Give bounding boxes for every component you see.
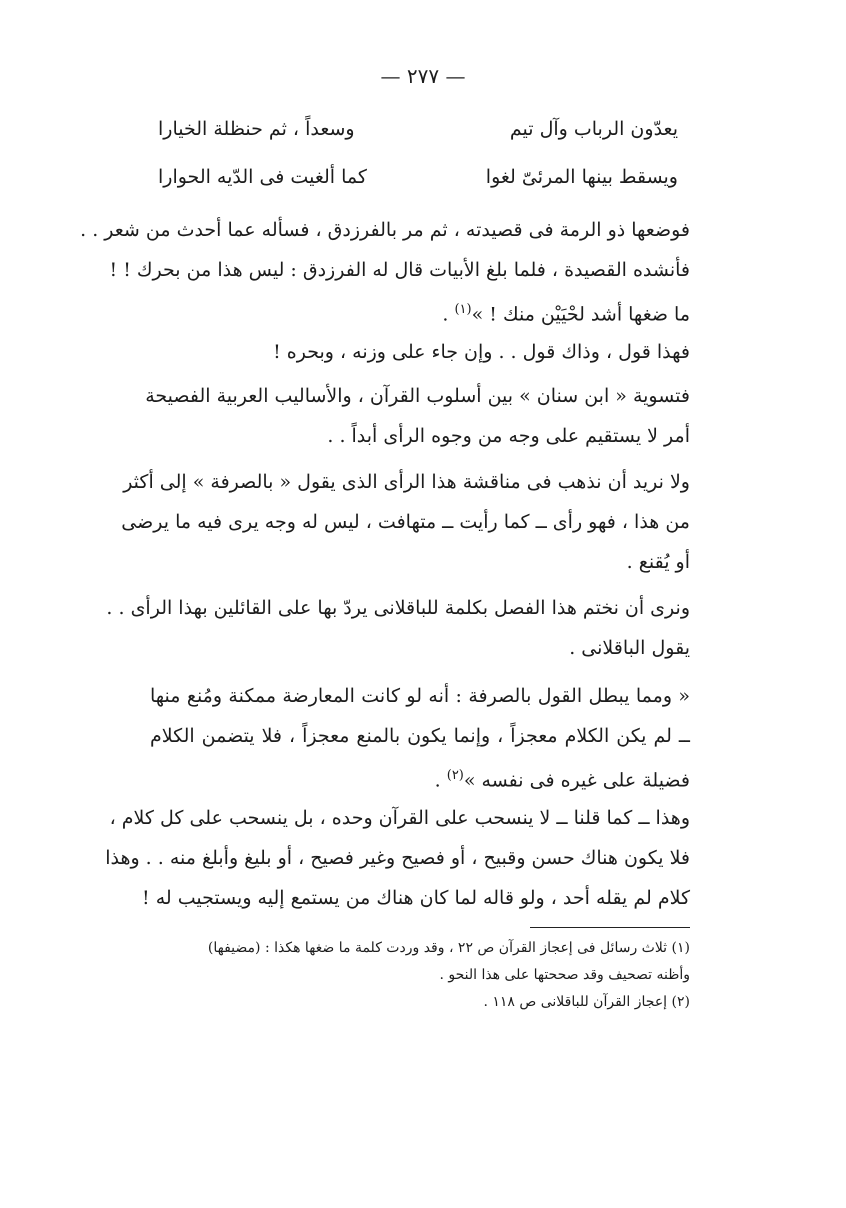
text-line: « ومما يبطل القول بالصرفة : أنه لو كانت المعارضة ممكنة ومُنع منها [150,685,690,707]
paragraph [105,798,690,918]
text-line: من هذا ، فهو رأى ــ كما رأيت ــ متهافت ، ليس له وجه يرى فيه ما يرضى [121,511,690,533]
page-number: — ٢٧٧ — [380,64,466,88]
verse-first-hemistich: يعدّون الرباب وآل تيم [509,118,678,140]
footnote-line: (١) ثلاث رسائل فى إعجاز القرآن ص ٢٢ ، وقد وردت كلمة ما ضغها هكذا : (مضيفها) [207,940,690,956]
text-line: ولا نريد أن نذهب فى مناقشة هذا الرأى الذى يقول « بالصرفة » إلى أكثر [123,471,690,493]
text-line: أمر لا يستقيم على وجه من وجوه الرأى أبداً . . [327,425,690,447]
paragraph [80,210,690,334]
paragraph [121,462,690,582]
text-line: فأنشده القصيدة ، فلما بلغ الأبيات قال له الفرزدق : ليس هذا من بحرك ! ! [109,259,690,281]
text-line: أو يُقنع . [626,551,690,573]
footnote-line: وأظنه تصحيف وقد صححتها على هذا النحو . [439,967,690,983]
text-line: فضيلة على غيره فى نفسه »$^{(٢)}$ . [434,768,690,792]
text-line: ونرى أن نختم هذا الفصل بكلمة للباقلانى يردّ بها على القائلين بهذا الرأى . . [106,597,690,619]
footnote-line: (٢) إعجاز القرآن للباقلانى ص ١١٨ . [483,994,690,1010]
verse-line [158,118,678,140]
paragraph [145,376,690,456]
text-line: فهذا قول ، وذاك قول . . وإن جاء على وزنه ، وبحره ! [273,341,690,363]
verse-line [158,166,678,188]
text-line: ــ لم يكن الكلام معجزاً ، وإنما يكون بالمنع معجزاً ، فلا يتضمن الكلام [150,725,690,747]
text-line: فوضعها ذو الرمة فى قصيدته ، ثم مر بالفرزدق ، فسأله عما أحدث من شعر . . [80,219,690,241]
text-line: وهذا ــ كما قلنا ــ لا ينسحب على القرآن وحده ، بل ينسحب على كل كلام ، [109,807,690,829]
text-line: يقول الباقلانى . [569,637,690,659]
paragraph [150,336,690,368]
text-line: فلا يكون هناك حسن وقبيح ، أو فصيح وغير فصيح ، أو بليغ وأبلغ منه . . وهذا [105,847,690,869]
footnote-ref: (٢) [446,768,464,783]
footnotes [150,935,690,1016]
paragraph [106,588,690,668]
verse-second-hemistich: وسعداً ، ثم حنظلة الخيارا [158,118,355,140]
text-line: فتسوية « ابن سنان » بين أسلوب القرآن ، والأساليب العربية الفصيحة [145,385,690,407]
quotation-paragraph [150,676,690,800]
text-line-content: فضيلة على غيره فى نفسه » [463,769,690,792]
verse-first-hemistich: ويسقط بينها المرئىّ لغوا [485,166,678,188]
text-line-content: ما ضغها أشد لحْيَيْن منك ! » [471,303,690,326]
text-line: ما ضغها أشد لحْيَيْن منك ! »$^{(١)}$ . [442,302,690,326]
text-line: كلام لم يقله أحد ، ولو قاله لما كان هناك من يستمع إليه ويستجيب له ! [142,887,690,909]
footnote-ref: (١) [454,302,472,317]
footnote-divider [530,927,690,928]
verse-second-hemistich: كما ألغيت فى الدّيه الحوارا [158,166,367,188]
